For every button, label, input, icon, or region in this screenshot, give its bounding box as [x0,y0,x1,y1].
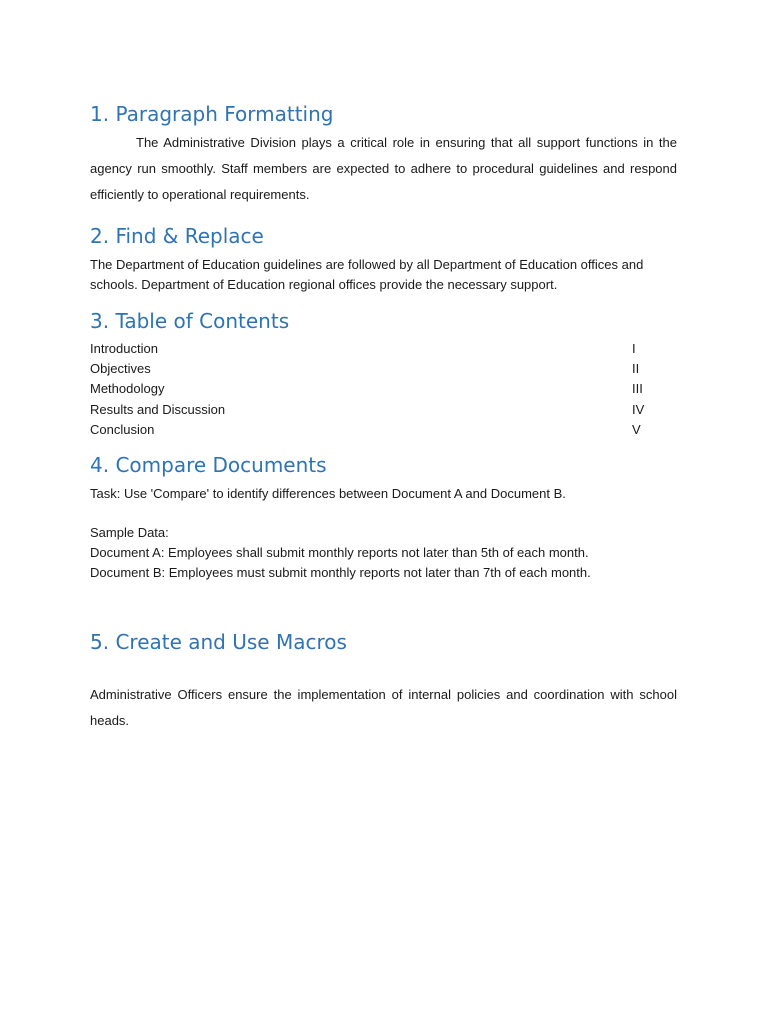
find-replace-text: The Department of Education guidelines are followed by all Department of Education offices and schools. Department of Education regional offices provide the necessary support. [90,257,644,292]
compare-task-text: Task: Use 'Compare' to identify differences between Document A and Document B. [90,486,566,501]
table-of-contents [90,339,650,440]
toc-entry[interactable] [90,339,650,359]
toc-entry-title: Objectives [90,361,151,377]
paragraph-formatting-text: The Administrative Division plays a critical role in ensuring that all support functions in the agency run smoothly. Staff members are expected to adhere to procedural guidelines and respond efficiently to operational requirements. [90,135,677,202]
toc-entry-title: Results and Discussion [90,401,226,417]
toc-entry[interactable] [90,379,650,399]
toc-entry-number: I [632,341,636,356]
document-a-text: Document A: Employees shall submit monthly reports not later than 5th of each month. [90,545,589,560]
toc-entry-number: IV [632,401,645,417]
toc-entry-title: Methodology [90,381,165,397]
toc-entry-number: V [632,421,641,437]
section-heading-compare-documents: 4. Compare Documents [90,453,327,477]
toc-entry[interactable] [90,359,650,379]
toc-entry-title: Introduction [90,341,158,356]
document-b-text: Document B: Employees must submit monthly reports not later than 7th of each month. [90,565,591,580]
toc-entry[interactable] [90,400,650,420]
toc-entry-number: II [632,361,640,377]
section-heading-macros: 5. Create and Use Macros [90,630,347,654]
section-heading-find-replace: 2. Find & Replace [90,224,264,248]
sample-data-label: Sample Data: [90,525,169,540]
toc-entry-number: III [632,381,643,397]
toc-entry-title: Conclusion [90,421,155,437]
macros-text: Administrative Officers ensure the implementation of internal policies and coordination with school heads. [90,687,677,728]
section-heading-paragraph-formatting: 1. Paragraph Formatting [90,102,334,126]
section-heading-table-of-contents: 3. Table of Contents [90,309,290,333]
toc-entry[interactable] [90,420,650,440]
